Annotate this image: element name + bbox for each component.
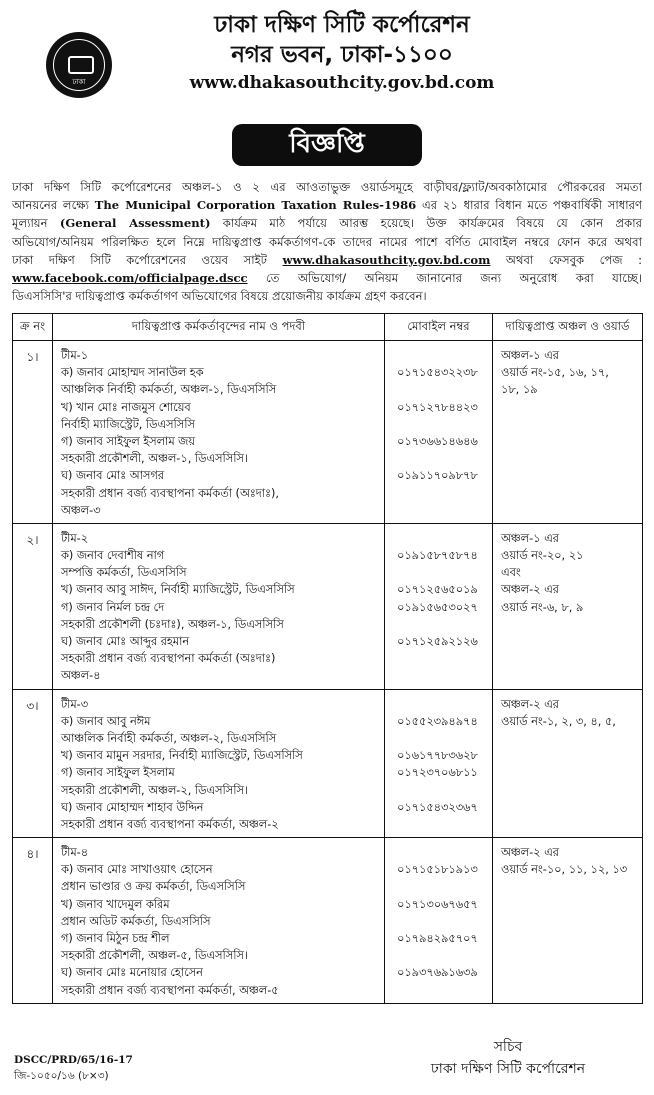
official-line: প্রধান ভাণ্ডার ও ক্রয় কর্মকর্তা, ডিএসসিসি (61, 880, 246, 894)
wards-cell (493, 689, 643, 838)
intro-line (12, 214, 642, 232)
wards-cell (493, 523, 643, 689)
official-line: সম্পত্তি কর্মকর্তা, ডিএসসিসি (61, 566, 187, 580)
official-line: ক) জনাব মোঃ সাখাওয়াৎ হোসেন (61, 863, 213, 877)
ward-line: ওয়ার্ড নং-১৫, ১৬, ১৭, (501, 366, 609, 380)
org-website: www.dhakasouthcity.gov.bd.com (189, 73, 495, 93)
official-line: আঞ্চলিক নির্বাহী কর্মকর্তা, অঞ্চল-১, ডিএসসিসি (61, 383, 277, 397)
mobile-number (397, 947, 488, 964)
table-row (13, 523, 643, 689)
intro-text: কার্যক্রম মাঠ পর্যায়ে আরম্ভ হয়েছে। উক্ত কার্যক্রমের বিষয়ে যে কোন প্রকার (210, 216, 642, 231)
seal-text: ঢাকা (72, 78, 86, 86)
mobile-number (397, 913, 488, 930)
org-block (162, 10, 522, 96)
official-line: টীম-৩ (61, 697, 89, 711)
mobile-number: ০১৭১২৫৯২১২৬ (397, 635, 478, 648)
intro-paragraph (12, 178, 642, 305)
official-line: খ) জনাব আবু সাঈদ, নির্বাহী ম্যাজিস্ট্রেট, ডিএসসিসি (61, 583, 295, 597)
official-line: গ) জনাব নির্মল চন্দ্র দে (61, 600, 165, 614)
intro-text: ঢাকা দক্ষিণ সিটি কর্পোরেশনের ওয়েব সাইট (12, 252, 283, 267)
serial-cell: ২। (13, 523, 53, 689)
official-line: ঘ) জনাব মোঃ আসগর (61, 469, 164, 483)
names-cell (53, 689, 385, 838)
intro-text: এর ২১ ধারার বিধান মতে পঞ্চবার্ষিকী সাধারণ (416, 198, 642, 213)
official-line: সহকারী প্রধান বর্জ্য ব্যবস্থাপনা কর্মকর্তা, অঞ্চল-৫ (61, 983, 279, 997)
ward-line: এবং (501, 566, 521, 580)
intro-text: মূল্যায়ন (12, 216, 60, 231)
official-line: অঞ্চল-৪ (61, 669, 101, 683)
mobile-number: ০১৭১৫৪৩২২৩৮ (397, 366, 478, 380)
intro-line (12, 251, 642, 269)
official-line: ঘ) জনাব মোঃ আব্দুর রহমান (61, 635, 190, 648)
mobile-number: ০১৭১৩০৬৭৬৫৭ (397, 897, 478, 911)
mobile-number (397, 696, 488, 713)
header (12, 6, 642, 124)
ward-line: ওয়ার্ড নং-১০, ১১, ১২, ১৩ (501, 863, 628, 877)
org-address: নগর ভবন, ঢাকা-১১০০ (231, 42, 453, 68)
official-line: ক) জনাব দেবাশীষ নাগ (61, 549, 165, 563)
wards-cell (493, 838, 643, 1004)
official-line: সহকারী প্রকৌশলী, অঞ্চল-২, ডিএসসিসি। (61, 783, 248, 797)
table-row (13, 341, 643, 524)
mobile-number: ০১৯১৫৮৭৫৮৭৪ (397, 549, 478, 563)
official-line: নির্বাহী ম্যাজিস্ট্রেট, ডিএসসিসি (61, 417, 195, 431)
intro-line: অভিযোগ/অনিয়ম পরিলক্ষিত হলে নিম্নে দায়িত্বপ্রাপ্ত কর্মকর্তাগণ-কে তাদের নামের পাশে বর্ণিত মোবাইল নম্বরে ফোন করে অথবা (12, 234, 642, 249)
official-line: ঘ) জনাব মোঃ মনোয়ার হোসেন (61, 966, 203, 980)
official-line: ক) জনাব মোহাম্মদ সানাউল হক (61, 366, 204, 380)
mobile-number (397, 347, 488, 364)
mobs-cell (385, 523, 493, 689)
header-serial: ক্র নং (13, 314, 53, 341)
mobs-cell (385, 838, 493, 1004)
intro-text: আনয়নের লক্ষ্যে (12, 198, 95, 213)
table-row (13, 689, 643, 838)
table-header-row (13, 314, 643, 341)
ward-line: অঞ্চল-২ এর (501, 583, 559, 597)
mobile-number: ০১৯১১৭০৯৮৭৮ (397, 469, 478, 483)
official-line: গ) জনাব সাইফুল ইসলাম জয় (61, 434, 195, 448)
dscc-seal-logo (46, 32, 112, 98)
officials-table (12, 313, 643, 1004)
intro-line: ডিএসসিসি'র দায়িত্বপ্রাপ্ত কর্মকর্তাগণ অভিযোগের বিষয়ে প্রয়োজনীয় কার্যক্রম গ্রহণ করবেন। (12, 289, 427, 304)
mobile-number: ০১৭১২৭৮৪৪২৩ (397, 400, 478, 414)
intro-text: অথবা ফেসবুক পেজ : (490, 252, 643, 267)
ward-line: অঞ্চল-১ এর (501, 531, 559, 545)
mobile-number: ০১৭১২৫৬৫০১৯ (397, 583, 478, 597)
mobs-cell (385, 341, 493, 524)
mobile-number (397, 667, 488, 684)
official-line: ক) জনাব আবু নঈম (61, 714, 151, 728)
names-cell (53, 523, 385, 689)
official-line: খ) জনাব খাদেমুল করিম (61, 897, 170, 911)
official-line: সহকারী প্রধান বর্জ্য ব্যবস্থাপনা কর্মকর্তা, অঞ্চল-২ (61, 817, 279, 831)
mobile-number: ০১৭১৫১৮১৯১৩ (397, 863, 478, 877)
names-cell (53, 341, 385, 524)
mobile-number: ০১৯১৫৬৫৩০২৭ (397, 600, 478, 614)
print-code: জি-১০৫০/১৬ (৮×৩) (14, 1070, 109, 1082)
mobile-number (397, 502, 488, 519)
mobs-cell (385, 689, 493, 838)
official-line: টীম-২ (61, 531, 89, 545)
official-line: গ) জনাব মিঠুন চন্দ্র শীল (61, 932, 170, 945)
mobile-number: ০১৭২৩৭০৬৮১১ (397, 766, 478, 780)
ward-line: ওয়ার্ড নং-৬, ৮, ৯ (501, 600, 584, 614)
ward-line: ওয়ার্ড নং-২০, ২১ (501, 549, 584, 563)
mobile-number (397, 416, 488, 433)
wards-cell (493, 341, 643, 524)
official-line: সহকারী প্রকৌশলী (চঃদাঃ), অঞ্চল-১, ডিএসসিসি (61, 617, 284, 631)
table-body (13, 341, 643, 1004)
signature-org: ঢাকা দক্ষিণ সিটি কর্পোরেশন (430, 1061, 586, 1077)
header-name: দায়িত্বপ্রাপ্ত কর্মকর্তাবৃন্দের নাম ও পদবী (53, 314, 385, 341)
official-line: অঞ্চল-৩ (61, 503, 101, 517)
mobile-number (397, 650, 488, 667)
intro-line (12, 196, 642, 214)
mobile-number: ০১৯৩৭৬৯১৬৩৯ (397, 966, 478, 980)
intro-text: তে অভিযোগ/ অনিয়ম জানানোর জন্য অনুরোধ করা যাচ্ছে। (247, 271, 642, 286)
official-line: প্রধান অডিট কর্মকর্তা, ডিএসসিসি (61, 914, 211, 928)
website-link[interactable]: www.dhakasouthcity.gov.bd.com (282, 252, 491, 267)
mobile-number (397, 381, 488, 398)
signature-block (398, 1036, 618, 1080)
general-assessment-term: (General Assessment) (59, 216, 211, 231)
facebook-link[interactable]: www.facebook.com/officialpage.dscc (12, 271, 248, 286)
ward-line: অঞ্চল-১ এর (501, 349, 559, 362)
ward-line: ওয়ার্ড নং-১, ২, ৩, ৪, ৫, (501, 714, 616, 728)
ward-line: অঞ্চল-২ এর (501, 846, 559, 860)
ward-line: অঞ্চল-২ এর (501, 697, 559, 711)
ward-line: ১৮, ১৯ (501, 383, 538, 397)
mobile-number: ০১৬১৭৭৮৩৬২৮ (397, 749, 478, 763)
mobile-number (397, 450, 488, 467)
official-line: ঘ) জনাব মোহাম্মদ শাহাব উদ্দিন (61, 800, 204, 814)
official-line: টীম-৪ (61, 846, 89, 860)
mobile-number (397, 530, 488, 547)
mobile-number (397, 782, 488, 799)
mobile-number (397, 730, 488, 747)
official-line: সহকারী প্রকৌশলী, অঞ্চল-১, ডিএসসিসি। (61, 452, 248, 466)
mobile-number (397, 878, 488, 895)
official-line: সহকারী প্রকৌশলী, অঞ্চল-৫, ডিএসসিসি। (61, 949, 248, 963)
mobile-number (397, 844, 488, 861)
official-line: খ) খান মোঃ নাজমুস শোয়েব (61, 400, 191, 414)
table-row (13, 838, 643, 1004)
mobile-number: ০১৭৩৬৬১৪৬৪৬ (397, 434, 478, 448)
serial-cell: ৩। (13, 689, 53, 838)
official-line: সহকারী প্রধান বর্জ্য ব্যবস্থাপনা কর্মকর্তা (অঃদাঃ) (61, 652, 276, 666)
serial-cell: ১। (13, 341, 53, 524)
rules-name: The Municipal Corporation Taxation Rules-1986 (94, 198, 417, 213)
official-line: খ) জনাব মামুন সরদার, নির্বাহী ম্যাজিস্ট্রেট, ডিএসসিসি (61, 749, 303, 763)
official-line: আঞ্চলিক নির্বাহী কর্মকর্তা, অঞ্চল-২, ডিএসসিসি (61, 731, 277, 745)
official-line: সহকারী প্রধান বর্জ্য ব্যবস্থাপনা কর্মকর্তা (অঃদাঃ), (61, 486, 280, 500)
mobile-number (397, 485, 488, 502)
official-line: গ) জনাব সাইফুল ইসলাম (61, 766, 175, 780)
mobile-number: ০১৭৯৪২৯৫৭০৭ (397, 932, 478, 945)
names-cell (53, 838, 385, 1004)
reference-block (14, 1052, 133, 1084)
header-ward: দায়িত্বপ্রাপ্ত অঞ্চল ও ওয়ার্ড (493, 314, 643, 341)
intro-line (12, 269, 642, 287)
signature-title: সচিব (493, 1039, 523, 1055)
reference-number: DSCC/PRD/65/16-17 (14, 1054, 133, 1066)
org-name: ঢাকা দক্ষিণ সিটি কর্পোরেশন (214, 12, 470, 38)
header-mobile: মোবাইল নম্বর (385, 314, 493, 341)
mobile-number: ০১৫৫২৩৯৪৯৭৪ (397, 714, 478, 728)
mobile-number (397, 616, 488, 633)
intro-line: ঢাকা দক্ষিণ সিটি কর্পোরেশনের অঞ্চল-১ ও ২ এর আওতাভুক্ত ওয়ার্ডসমূহে বাড়ীঘর/ফ্ল্যাট/অবকাঠামোর পৌরকরের সমতা (12, 180, 642, 194)
mobile-number: ০১৭১৫৪৩২৩৬৭ (397, 800, 478, 814)
official-line: টীম-১ (61, 349, 89, 362)
notice-title: বিজ্ঞপ্তি (232, 124, 422, 166)
mobile-number (397, 564, 488, 581)
mobile-number (397, 982, 488, 999)
mobile-number (397, 816, 488, 833)
serial-cell: ৪। (13, 838, 53, 1004)
